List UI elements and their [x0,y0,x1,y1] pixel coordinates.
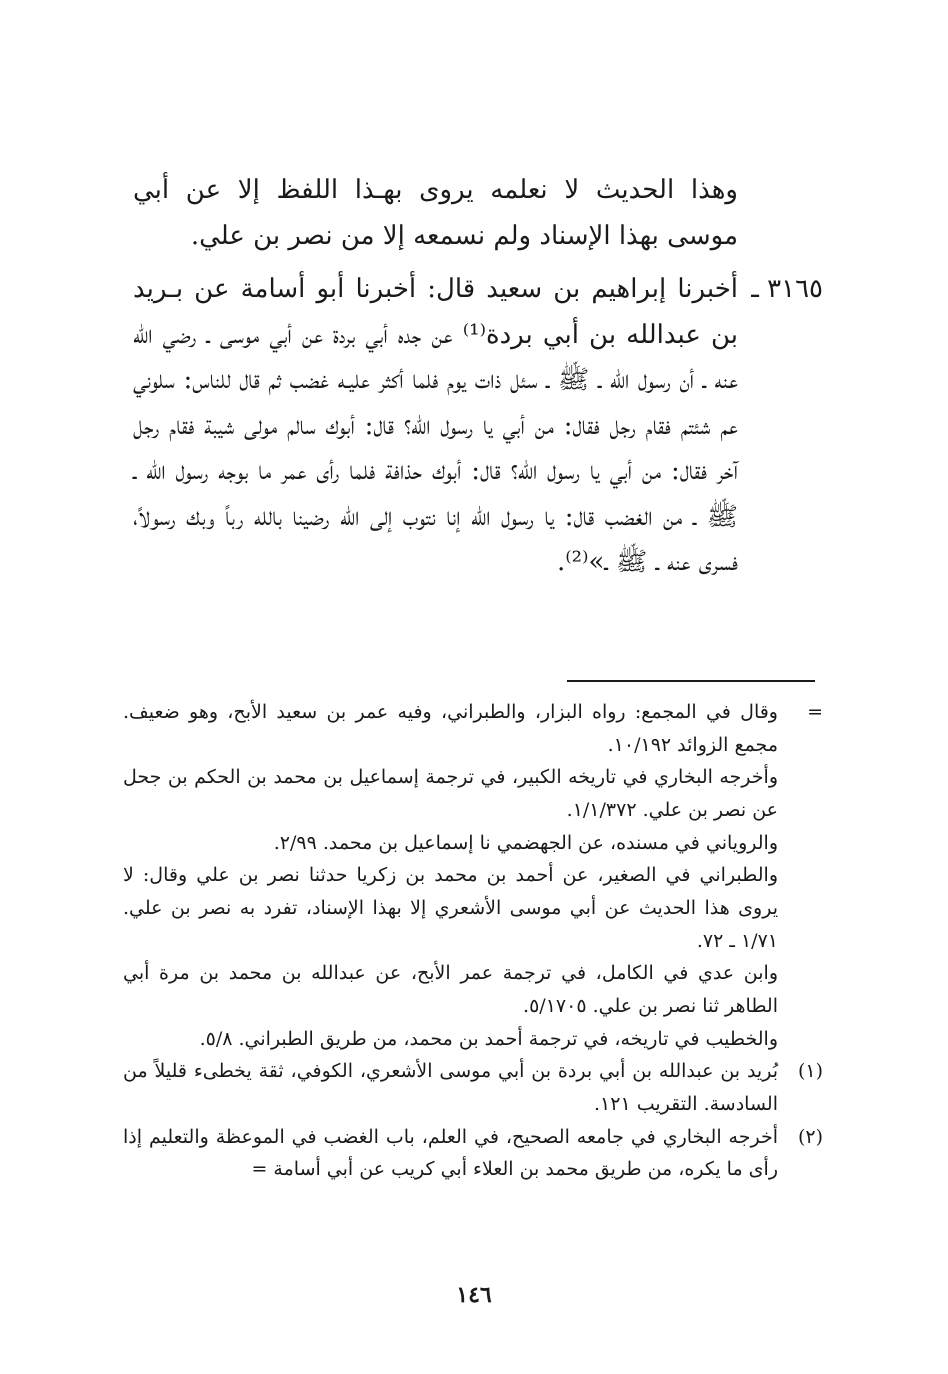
footnote-text: والروياني في مسنده، عن الجهضمي نا إسماعيل بن محمد. ٢/٩٩. [273,831,778,854]
footnote-marker: (٢) [797,1125,823,1148]
main-text [133,168,823,586]
footnote-continuation [123,957,823,1022]
footnote-continuation [123,859,823,957]
footnote-text: وابن عدي في الكامل، في ترجمة عمر الأبح، عن عبدالله بن محمد بن مرة أبي الطاهر ثنا نصر بن علي. ٥/١٧٠٥. [123,962,778,1018]
page-number: ١٤٦ [456,1282,492,1308]
hadith-text: أخبرنا إبراهيم بن سعيد قال: أخبرنا أبو أسامة عن بـريد بن عبدالله بن أبي بردة⁽¹⁾ عن جده أبي بردة عن أبي موسى ـ رضي الله عنه ـ أن رسول الله ـ ﷺ ـ سئل ذات يوم فلما أكثر عليـه غضب ثم قال للناس: سلوني عم شئتم فقام رجل فقال: من أبي يا رسول الله؟ قال: أبوك سالم مولى شيبة فقام رجل آخر فقال: من أبي يا رسول الله؟ قال: أبوك حذافة فلما رأى عمر ما بوجه رسول الله ـ ﷺ ـ من الغضب قال: يا رسول الله إنا نتوب إلى الله رضينا بالله رباً وبك رسولاً، فسرى عنه ـ ﷺ ـ»⁽²⁾. [133,274,738,577]
footnote-continuation [123,827,823,860]
footnote-text: بُريد بن عبدالله بن أبي بردة بن أبي موسى الأشعري، الكوفي، ثقة يخطىء قليلاً من السادسة. التقريب ١٢١. [123,1060,778,1116]
footnote-marker: (١) [797,1060,823,1083]
footnotes [123,696,823,1186]
footnote-1 [123,1055,823,1120]
footnote-continuation [123,696,823,761]
footnote-marker: = [807,701,823,723]
footnote-text: أخرجه البخاري في جامعه الصحيح، في العلم، باب الغضب في الموعظة والتعليم إذا رأى ما يكره، من طريق محمد بن العلاء أبي كريب عن أبي أسامة = [123,1125,778,1181]
footnote-text: وأخرجه البخاري في تاريخه الكبير، في ترجمة إسماعيل بن محمد بن الحكم بن جحل عن نصر بن علي. ١/١/٣٧٢. [123,766,778,822]
footnote-divider [567,680,815,682]
footnote-text: وقال في المجمع: رواه البزار، والطبراني، وفيه عمر بن سعيد الأبح، وهو ضعيف. مجمع الزوائد ١٠/١٩٢. [123,701,778,756]
footnote-continuation [123,761,823,826]
footnote-continuation [123,1023,823,1056]
footnote-text: والطبراني في الصغير، عن أحمد بن محمد بن زكريا حدثنا نصر بن علي وقال: لا يروى هذا الحديث عن أبي موسى الأشعري إلا بهذا الإسناد، تفرد به نصر بن علي. ١/٧١ ـ ٧٢. [123,864,778,952]
footnote-2 [123,1121,823,1186]
hadith-number: ٣١٦٥ ـ [751,274,823,304]
hadith-paragraph [133,267,823,586]
intro-paragraph: وهذا الحديث لا نعلمه يروى بهـذا اللفظ إلا عن أبي موسى بهذا الإسناد ولم نسمعه إلا من نصر بن علي. [133,175,738,251]
footnote-text: والخطيب في تاريخه، في ترجمة أحمد بن محمد، من طريق الطبراني. ٥/٨. [199,1027,778,1050]
